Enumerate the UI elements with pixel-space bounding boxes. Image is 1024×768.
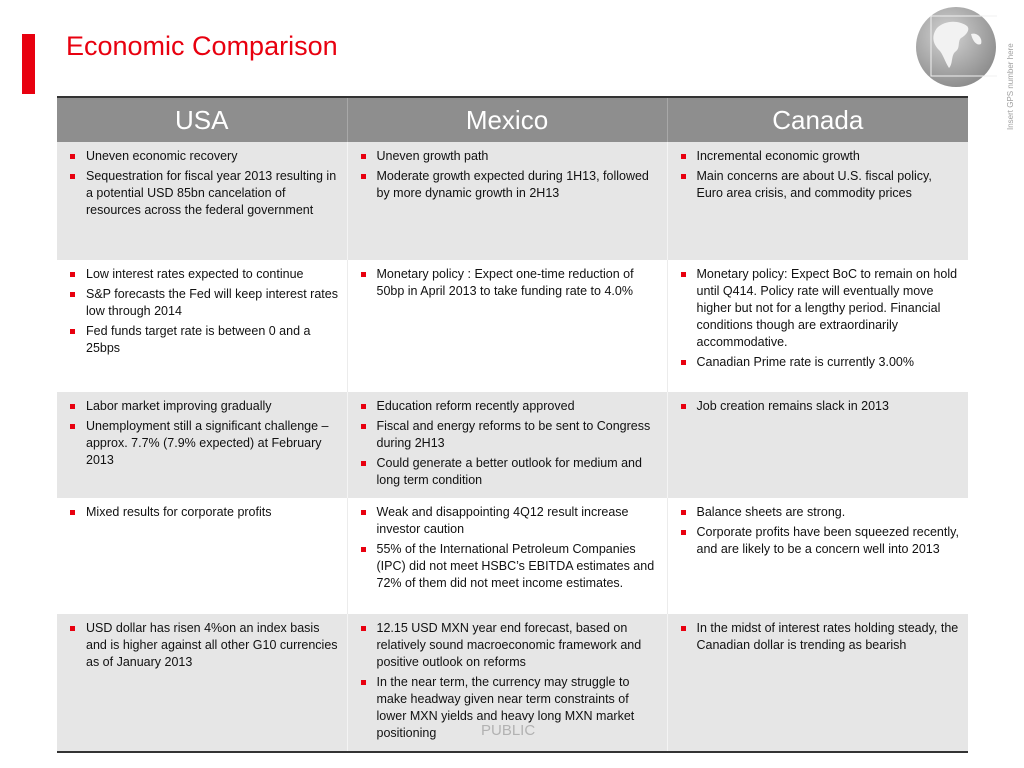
- bullet-item: Job creation remains slack in 2013: [678, 398, 961, 415]
- cell-usa: [57, 142, 347, 260]
- bullet-item: Canadian Prime rate is currently 3.00%: [678, 354, 961, 371]
- bullet-item: Uneven growth path: [358, 148, 659, 165]
- cell-usa: [57, 260, 347, 392]
- table-row: [57, 392, 968, 498]
- cell-mexico: [347, 392, 667, 498]
- bullet-item: Fed funds target rate is between 0 and a 25bps: [67, 323, 339, 357]
- bullet-item: 55% of the International Petroleum Companies (IPC) did not meet HSBC’s EBITDA estimates and 72% of them did not meet income estimates.: [358, 541, 659, 592]
- bullet-list: [678, 266, 961, 371]
- bullet-item: Monetary policy : Expect one-time reduction of 50bp in April 2013 to take funding rate to 4.0%: [358, 266, 659, 300]
- bullet-item: Uneven economic recovery: [67, 148, 339, 165]
- bullet-list: [67, 148, 339, 219]
- cell-canada: [667, 142, 968, 260]
- cell-mexico: [347, 142, 667, 260]
- bullet-item: USD dollar has risen 4%on an index basis and is higher against all other G10 currencies as of January 2013: [67, 620, 339, 671]
- bullet-list: [358, 398, 659, 489]
- cell-usa: [57, 392, 347, 498]
- bullet-list: [358, 148, 659, 202]
- classification-watermark: PUBLIC: [481, 722, 536, 739]
- bullet-item: Low interest rates expected to continue: [67, 266, 339, 283]
- bullet-list: [67, 620, 339, 671]
- bullet-item: S&P forecasts the Fed will keep interest rates low through 2014: [67, 286, 339, 320]
- bullet-item: Fiscal and energy reforms to be sent to Congress during 2H13: [358, 418, 659, 452]
- cell-canada: [667, 260, 968, 392]
- bullet-item: Education reform recently approved: [358, 398, 659, 415]
- globe-icon: [915, 6, 997, 88]
- bullet-item: Could generate a better outlook for medium and long term condition: [358, 455, 659, 489]
- bullet-item: Main concerns are about U.S. fiscal policy, Euro area crisis, and commodity prices: [678, 168, 961, 202]
- page-title: Economic Comparison: [66, 31, 338, 61]
- cell-canada: [667, 498, 968, 614]
- bullet-list: [678, 148, 961, 202]
- cell-canada: [667, 392, 968, 498]
- header-mexico: Mexico: [347, 97, 667, 142]
- table-row: [57, 260, 968, 392]
- bullet-list: [678, 620, 961, 654]
- cell-mexico: [347, 260, 667, 392]
- bullet-item: Mixed results for corporate profits: [67, 504, 339, 521]
- bullet-item: 12.15 USD MXN year end forecast, based on relatively sound macroeconomic framework and positive outlook on reforms: [358, 620, 659, 671]
- table-row: [57, 498, 968, 614]
- accent-bar: [22, 34, 35, 94]
- bullet-item: Incremental economic growth: [678, 148, 961, 165]
- cell-usa: [57, 498, 347, 614]
- bullet-list: [67, 398, 339, 469]
- cell-usa: [57, 614, 347, 752]
- economic-comparison-table: [57, 96, 968, 753]
- bullet-item: Corporate profits have been squeezed recently, and are likely to be a concern well into 2013: [678, 524, 961, 558]
- bullet-item: In the midst of interest rates holding steady, the Canadian dollar is trending as bearish: [678, 620, 961, 654]
- bullet-item: Weak and disappointing 4Q12 result increase investor caution: [358, 504, 659, 538]
- bullet-list: [358, 504, 659, 592]
- bullet-item: Moderate growth expected during 1H13, followed by more dynamic growth in 2H13: [358, 168, 659, 202]
- bullet-list: [678, 398, 961, 415]
- cell-canada: [667, 614, 968, 752]
- bullet-item: Monetary policy: Expect BoC to remain on hold until Q414. Policy rate will eventually move higher but not for a lengthy period. Financial conditions though are extraordinarily accommodative.: [678, 266, 961, 351]
- bullet-item: Labor market improving gradually: [67, 398, 339, 415]
- bullet-item: Balance sheets are strong.: [678, 504, 961, 521]
- gps-number-note: Insert GPS number here: [1006, 43, 1015, 130]
- bullet-list: [678, 504, 961, 558]
- bullet-item: Sequestration for fiscal year 2013 resulting in a potential USD 85bn cancelation of resources across the federal government: [67, 168, 339, 219]
- header-usa: USA: [57, 97, 347, 142]
- header-canada: Canada: [667, 97, 968, 142]
- bullet-list: [67, 504, 339, 521]
- bullet-list: [67, 266, 339, 357]
- bullet-item: In the near term, the currency may struggle to make headway given near term constraints of lower MXN yields and heavy long MXN market positioning: [358, 674, 659, 742]
- bullet-item: Unemployment still a significant challenge – approx. 7.7% (7.9% expected) at February 2013: [67, 418, 339, 469]
- table-header-row: [57, 97, 968, 142]
- table-row: [57, 142, 968, 260]
- bullet-list: [358, 266, 659, 300]
- cell-mexico: [347, 498, 667, 614]
